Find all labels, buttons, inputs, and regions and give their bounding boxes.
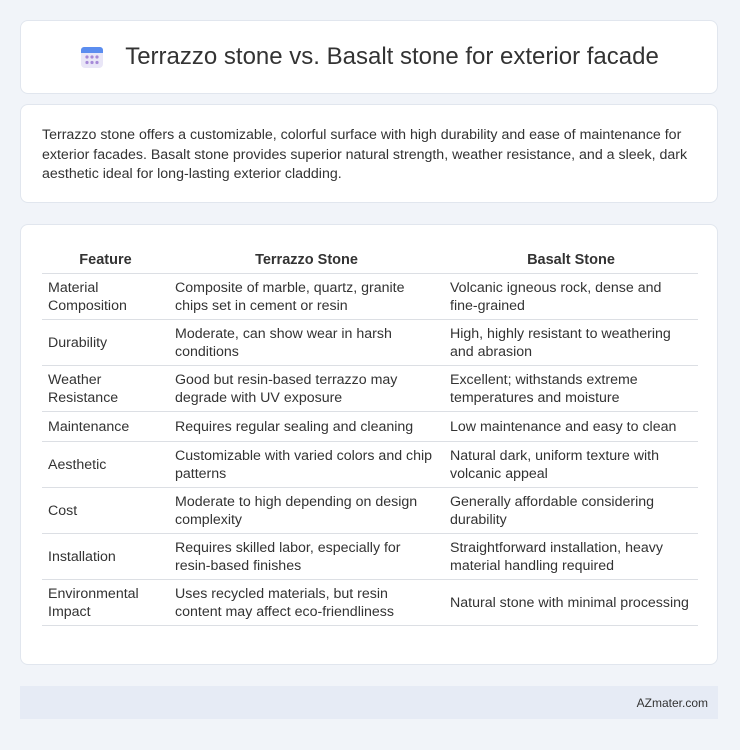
table-row xyxy=(42,534,698,580)
table-row xyxy=(42,412,698,442)
feature-cell: Maintenance xyxy=(42,412,169,442)
intro-card xyxy=(20,104,718,203)
calendar-icon xyxy=(79,44,105,70)
terrazzo-cell: Uses recycled materials, but resin content may affect eco-friendliness xyxy=(169,580,444,626)
feature-cell: Cost xyxy=(42,488,169,534)
page-title: Terrazzo stone vs. Basalt stone for exterior facade xyxy=(125,43,659,70)
feature-cell: Aesthetic xyxy=(42,442,169,488)
terrazzo-cell: Composite of marble, quartz, granite chips set in cement or resin xyxy=(169,274,444,320)
basalt-cell: Natural dark, uniform texture with volcanic appeal xyxy=(444,442,698,488)
title-card xyxy=(20,20,718,94)
header-basalt: Basalt Stone xyxy=(444,245,698,274)
terrazzo-cell: Moderate, can show wear in harsh conditions xyxy=(169,320,444,366)
terrazzo-cell: Customizable with varied colors and chip patterns xyxy=(169,442,444,488)
feature-cell: Weather Resistance xyxy=(42,366,169,412)
feature-cell: Environmental Impact xyxy=(42,580,169,626)
basalt-cell: Generally affordable considering durability xyxy=(444,488,698,534)
terrazzo-cell: Good but resin-based terrazzo may degrade with UV exposure xyxy=(169,366,444,412)
header-terrazzo: Terrazzo Stone xyxy=(169,245,444,274)
feature-cell: Installation xyxy=(42,534,169,580)
basalt-cell: Straightforward installation, heavy material handling required xyxy=(444,534,698,580)
intro-text: Terrazzo stone offers a customizable, colorful surface with high durability and ease of maintenance for exterior facades. Basalt stone provides superior natural strength, weather resistance, and a sleek, dark aesthetic ideal for long-lasting exterior cladding. xyxy=(42,127,688,182)
basalt-cell: High, highly resistant to weathering and abrasion xyxy=(444,320,698,366)
footer-site: AZmater.com xyxy=(636,695,708,710)
comparison-card xyxy=(20,224,718,665)
table-row xyxy=(42,320,698,366)
basalt-cell: Natural stone with minimal processing xyxy=(444,580,698,626)
table-row xyxy=(42,442,698,488)
feature-cell: Material Composition xyxy=(42,274,169,320)
basalt-cell: Excellent; withstands extreme temperatures and moisture xyxy=(444,366,698,412)
terrazzo-cell: Requires regular sealing and cleaning xyxy=(169,412,444,442)
footer xyxy=(20,686,718,719)
table-row xyxy=(42,580,698,626)
table-header-row xyxy=(42,245,698,274)
header-feature: Feature xyxy=(42,245,169,274)
table-row xyxy=(42,274,698,320)
table-row xyxy=(42,366,698,412)
table-row xyxy=(42,488,698,534)
feature-cell: Durability xyxy=(42,320,169,366)
basalt-cell: Volcanic igneous rock, dense and fine-grained xyxy=(444,274,698,320)
comparison-table xyxy=(42,245,698,626)
terrazzo-cell: Moderate to high depending on design complexity xyxy=(169,488,444,534)
basalt-cell: Low maintenance and easy to clean xyxy=(444,412,698,442)
terrazzo-cell: Requires skilled labor, especially for resin-based finishes xyxy=(169,534,444,580)
